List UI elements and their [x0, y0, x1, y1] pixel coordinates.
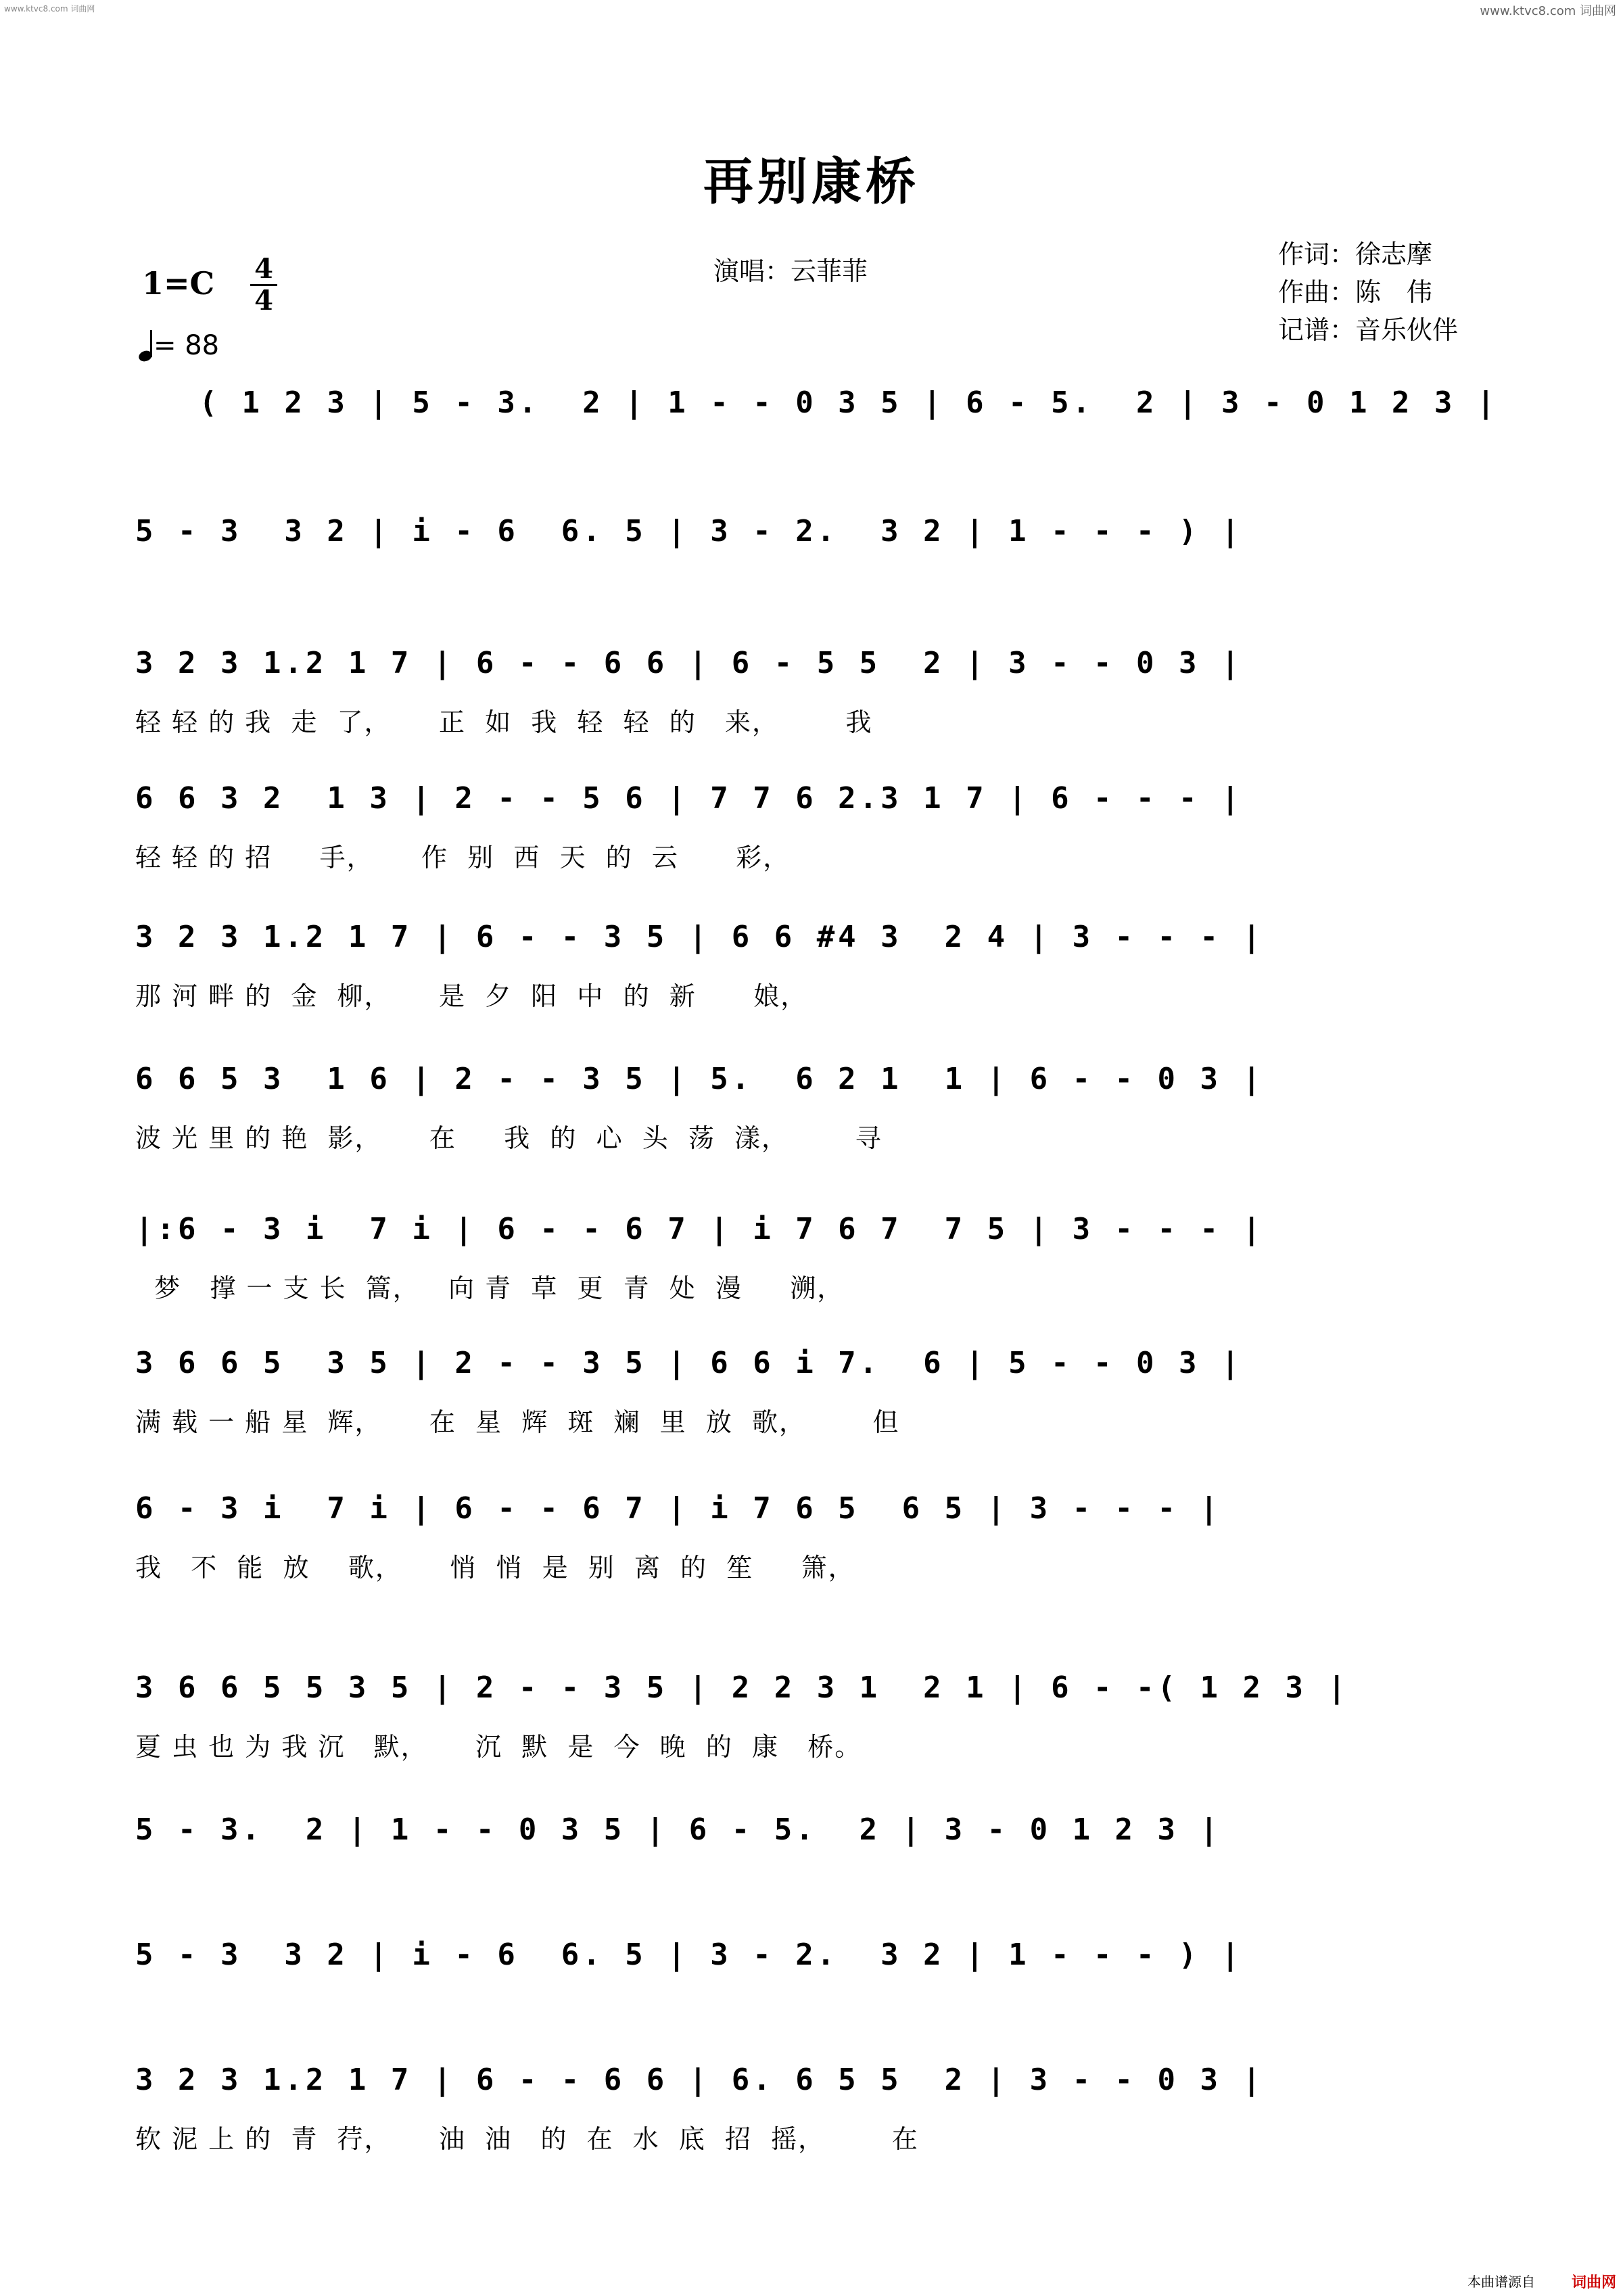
lyrics-line-6: 波 光 里 的 艳 影， 在 我 的 心 头 荡 漾， 寻 [135, 1123, 883, 1153]
notes-line-3: 3 2 3 1.2 1 7 | 6 - - 6 6 | 6 - 5 5 2 | 3 - - 0 3 | [135, 646, 1243, 680]
credits-block [1278, 235, 1458, 349]
lyrics-line-4: 轻 轻 的 招 手， 作 别 西 天 的 云 彩， [135, 843, 791, 872]
tempo-marking [139, 330, 219, 361]
lyrics-line-5: 那 河 畔 的 金 柳， 是 夕 阳 中 的 新 娘， [135, 981, 808, 1011]
composer-credit: 作曲：陈 伟 [1278, 277, 1433, 307]
transcriber-credit: 记谱：音乐伙伴 [1278, 315, 1459, 345]
footer-logo: 词曲网 [1571, 2274, 1616, 2291]
lyrics-line-3: 轻 轻 的 我 走 了， 正 如 我 轻 轻 的 来， 我 [135, 707, 873, 737]
notes-line-4: 6 6 3 2 1 3 | 2 - - 5 6 | 7 7 6 2.3 1 7 | 6 - - - | [135, 781, 1243, 816]
notes-line-10: 3 6 6 5 5 3 5 | 2 - - 3 5 | 2 2 3 1 2 1 | 6 - -( 1 2 3 | [135, 1670, 1349, 1705]
notes-line-1: ( 1 2 3 | 5 - 3. 2 | 1 - - 0 3 5 | 6 - 5. 2 | 3 - 0 1 2 3 | [135, 385, 1499, 420]
lyrics-line-9: 我 不 能 放 歌， 悄 悄 是 别 离 的 笙 箫， [135, 1553, 855, 1583]
footer-source: 本曲谱源自 [1467, 2274, 1535, 2290]
key-signature: 1=C [142, 265, 215, 302]
lyrics-line-10: 夏 虫 也 为 我 沉 默， 沉 默 是 今 晚 的 康 桥。 [135, 1732, 862, 1762]
tempo-value: = 88 [154, 330, 220, 361]
lyrics-line-13: 软 泥 上 的 青 荇， 油 油 的 在 水 底 招 摇， 在 [135, 2124, 919, 2154]
time-signature [250, 253, 277, 317]
notes-line-2: 5 - 3 3 2 | i - 6 6. 5 | 3 - 2. 3 2 | 1 - - - ) | [135, 514, 1243, 548]
notes-line-8: 3 6 6 5 3 5 | 2 - - 3 5 | 6 6 i 7. 6 | 5 - - 0 3 | [135, 1346, 1243, 1380]
notes-line-13: 3 2 3 1.2 1 7 | 6 - - 6 6 | 6. 6 5 5 2 | 3 - - 0 3 | [135, 2063, 1264, 2097]
song-title: 再别康桥 [703, 153, 920, 211]
notes-line-5: 3 2 3 1.2 1 7 | 6 - - 3 5 | 6 6 #4 3 2 4 | 3 - - - | [135, 920, 1264, 954]
notes-line-12: 5 - 3 3 2 | i - 6 6. 5 | 3 - 2. 3 2 | 1 - - - ) | [135, 1938, 1243, 1972]
lyricist-credit: 作词：徐志摩 [1278, 239, 1433, 269]
notes-line-6: 6 6 5 3 1 6 | 2 - - 3 5 | 5. 6 2 1 1 | 6 - - 0 3 | [135, 1062, 1264, 1096]
lyrics-line-8: 满 载 一 船 星 辉， 在 星 辉 斑 斓 里 放 歌， 但 [135, 1407, 900, 1437]
site-watermark-right: www.ktvc8.com 词曲网 [1480, 4, 1616, 18]
quarter-note-icon [139, 331, 154, 361]
meter-bottom: 4 [254, 285, 273, 317]
notes-line-7: |:6 - 3 i 7 i | 6 - - 6 7 | i 7 6 7 7 5 | 3 - - - | [135, 1212, 1264, 1246]
notes-line-9: 6 - 3 i 7 i | 6 - - 6 7 | i 7 6 5 6 5 | 3 - - - | [135, 1491, 1222, 1526]
site-watermark-left: www.ktvc8.com 词曲网 [4, 4, 95, 14]
meter-top: 4 [254, 253, 273, 285]
singer-credit: 演唱：云菲菲 [713, 256, 868, 286]
lyrics-line-7: 梦 撑 一 支 长 篙， 向 青 草 更 青 处 漫 溯， [135, 1273, 845, 1303]
notes-line-11: 5 - 3. 2 | 1 - - 0 3 5 | 6 - 5. 2 | 3 - 0 1 2 3 | [135, 1812, 1222, 1847]
